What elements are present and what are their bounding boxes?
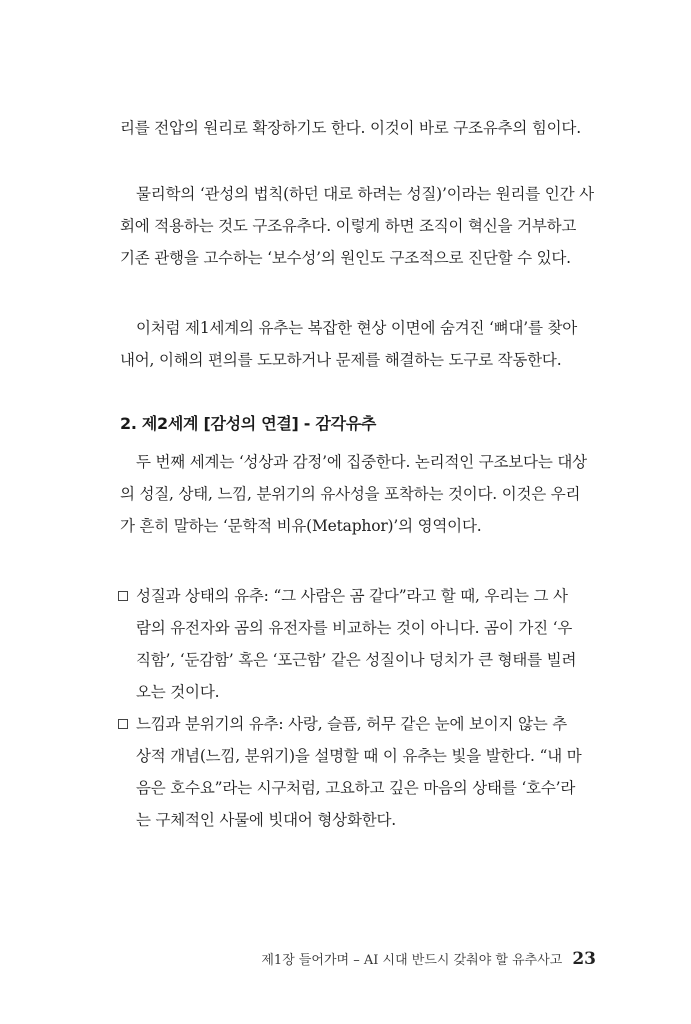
bullet-2-line-3: 음은 호수요”라는 시구처럼, 고요하고 깊은 마음의 상태를 ‘호수’라 [136, 779, 576, 797]
paragraph-2-line-3: 기존 관행을 고수하는 ‘보수성’의 원인도 구조적으로 진단할 수 있다. [120, 249, 571, 267]
bullet-1-line-1: 성질과 상태의 유추: “그 사람은 곰 같다”라고 할 때, 우리는 그 사 [136, 587, 568, 605]
bullet-1-line-2: 람의 유전자와 곰의 유전자를 비교하는 것이 아니다. 곰이 가진 ‘우 [136, 619, 573, 637]
page-number: 23 [572, 949, 596, 969]
bullet-1-line-3: 직함’, ‘둔감함’ 혹은 ‘포근함’ 같은 성질이나 덩치가 큰 형태를 빌려 [136, 651, 577, 669]
square-bullet-icon [118, 719, 128, 729]
paragraph-3-line-1: 이처럼 제1세계의 유추는 복잡한 현상 이면에 숨겨진 ‘뼈대’를 찾아 [136, 319, 578, 337]
paragraph-2-line-1: 물리학의 ‘관성의 법칙(하던 대로 하려는 성질)’이라는 원리를 인간 사 [136, 185, 594, 203]
paragraph-4-line-1: 두 번째 세계는 ‘성상과 감정’에 집중한다. 논리적인 구조보다는 대상 [136, 453, 587, 471]
section-heading: 2. 제2세계 [감성의 연결] - 감각유추 [120, 414, 377, 433]
paragraph-3-line-2: 내어, 이해의 편의를 도모하거나 문제를 해결하는 도구로 작동한다. [120, 351, 562, 369]
paragraph-4-line-3: 가 흔히 말하는 ‘문학적 비유(Metaphor)’의 영역이다. [120, 517, 482, 535]
paragraph-4-line-2: 의 성질, 상태, 느낌, 분위기의 유사성을 포착하는 것이다. 이것은 우리 [120, 485, 581, 503]
page-footer [261, 950, 596, 970]
paragraph-1-line-1: 리를 전압의 원리로 확장하기도 한다. 이것이 바로 구조유추의 힘이다. [120, 119, 581, 137]
square-bullet-icon [118, 591, 128, 601]
bullet-2-line-1: 느낌과 분위기의 유추: 사랑, 슬픔, 허무 같은 눈에 보이지 않는 추 [136, 715, 568, 733]
bullet-2-line-4: 는 구체적인 사물에 빗대어 형상화한다. [136, 811, 397, 829]
running-title: 제1장 들어가며 – AI 시대 반드시 갖춰야 할 유추사고 [261, 953, 563, 968]
bullet-2-line-2: 상적 개념(느낌, 분위기)을 설명할 때 이 유추는 빛을 발한다. “내 마 [136, 747, 582, 765]
bullet-1-line-4: 오는 것이다. [136, 683, 220, 701]
paragraph-2-line-2: 회에 적용하는 것도 구조유추다. 이렇게 하면 조직이 혁신을 거부하고 [120, 217, 577, 235]
